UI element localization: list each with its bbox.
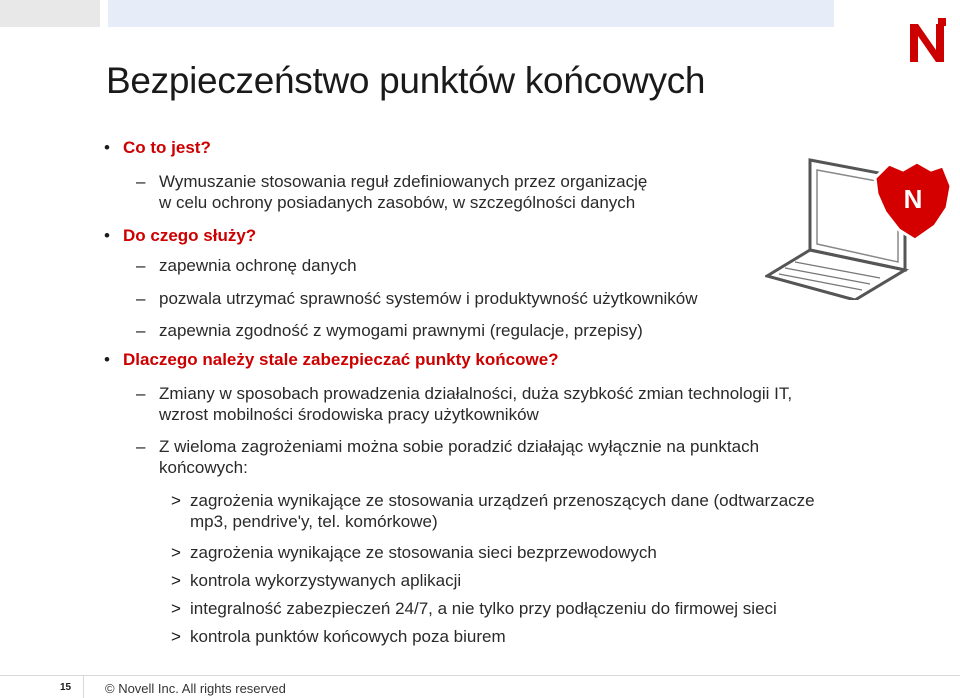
laptop-shield-illustration [765, 150, 955, 300]
item-app-control: > kontrola wykorzystywanych aplikacji [190, 570, 461, 591]
item-offsite-control: > kontrola punktów końcowych poza biurem [190, 626, 506, 647]
footer-separator [83, 675, 84, 698]
page-number: 15 [60, 682, 72, 693]
slide-title: Bezpieczeństwo punktów końcowych [106, 60, 706, 101]
item-removable-media: > zagrożenia wynikające ze stosowania urządzeń przenoszących dane (odtwarzacze mp3, pendrive'y, tel. komórkowe) [190, 490, 815, 532]
novell-logo-icon [906, 18, 948, 66]
item-integrity: > integralność zabezpieczeń 24/7, a nie tylko przy podłączeniu do firmowej sieci [190, 598, 777, 619]
copyright-text: © Novell Inc. All rights reserved [105, 681, 286, 696]
subbullet-threats-endpoints: – Z wieloma zagrożeniami można sobie poradzić działając wyłącznie na punktach końcowych: [159, 436, 759, 478]
bullet-what-is-it: • Co to jest? [123, 138, 211, 158]
footer-divider [0, 675, 960, 676]
subbullet-definition: – Wymuszanie stosowania reguł zdefiniowanych przez organizację w celu ochrony posiadanych zasobów, w szczególności danych [159, 171, 647, 213]
subbullet-data-protection: – zapewnia ochronę danych [159, 255, 357, 276]
shield-icon [875, 162, 951, 240]
bullet-purpose: • Do czego służy? [123, 226, 256, 246]
subbullet-compliance: – zapewnia zgodność z wymogami prawnymi (regulacje, przepisy) [159, 320, 643, 341]
shield-letter: N [903, 184, 923, 214]
top-bar-grey [0, 0, 100, 27]
subbullet-business-changes: – Zmiany w sposobach prowadzenia działalności, duża szybkość zmian technologii IT, wzrost mobilności środowiska pracy użytkowników [159, 383, 792, 425]
item-wireless: > zagrożenia wynikające ze stosowania sieci bezprzewodowych [190, 542, 657, 563]
bullet-why-secure: • Dlaczego należy stale zabezpieczać punkty końcowe? [123, 350, 559, 370]
top-bar-blue [108, 0, 834, 27]
subbullet-productivity: – pozwala utrzymać sprawność systemów i produktywność użytkowników [159, 288, 698, 309]
